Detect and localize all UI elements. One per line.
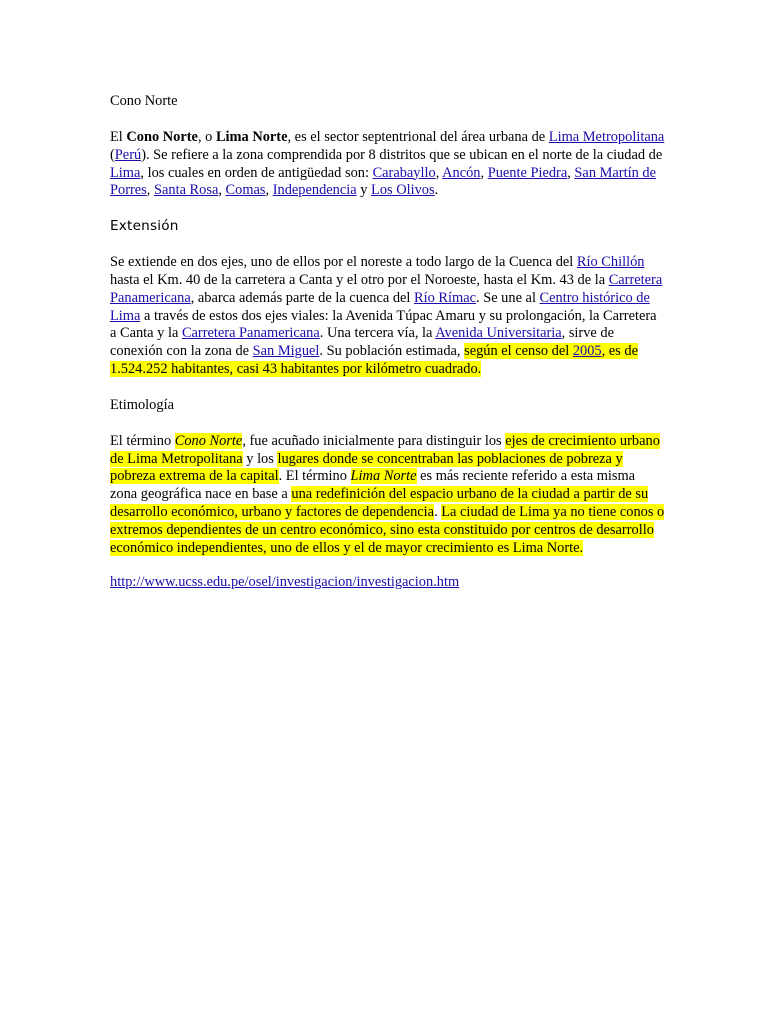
italic-highlighted-text: Lima Norte — [350, 468, 417, 485]
text: ( — [110, 146, 115, 163]
highlighted-text: lugares donde se concentraban las poblaciones de pobreza y pobreza extrema de la capital — [110, 450, 623, 485]
link-rio-rimac[interactable]: Río Rímac — [414, 289, 476, 306]
bold-text: Cono Norte — [126, 129, 198, 145]
link-san-martin-de-porres[interactable]: San Martín de Porres — [110, 164, 656, 199]
text: . Se une al — [476, 289, 540, 306]
heading-cono-norte: Cono Norte — [110, 93, 178, 109]
text: , — [146, 182, 154, 199]
text: . Una tercera vía, la — [319, 325, 436, 342]
link-lima-metropolitana[interactable]: Lima Metropolitana — [548, 129, 665, 145]
bold-text: Lima Norte — [215, 129, 288, 145]
document-body — [110, 92, 665, 592]
link-ancon[interactable]: Ancón — [442, 164, 481, 181]
link-san-miguel[interactable]: San Miguel — [252, 343, 320, 360]
text: . El término — [278, 468, 351, 485]
text: ). Se refiere a la zona comprendida por 8 distritos que se ubican en el norte de la ciudad de — [141, 146, 663, 163]
text: y — [356, 182, 372, 199]
highlighted-text: , es de 1.524.252 habitantes, casi 43 habitantes por kilómetro cuadrado. — [110, 343, 638, 377]
text: hasta el Km. 40 de la carretera a Canta y el otro por el Noroeste, hasta el Km. 43 de la — [110, 271, 609, 288]
text: Se extiende en dos ejes, uno de ellos por el noreste a todo largo de la Cuenca del — [110, 254, 577, 271]
text: , — [480, 164, 488, 181]
highlighted-text: La ciudad de Lima ya no tiene conos o extremos dependientes de un centro económico, sino esta constituido por centros de desarrollo económico independientes, uno de ellos y el de mayor crecimiento es Lima Norte. — [110, 503, 665, 556]
link-lima[interactable]: Lima — [110, 164, 141, 181]
paragraph-etimologia — [110, 433, 665, 558]
text: , sirve de conexión con la zona de — [110, 325, 614, 360]
link-los-olivos[interactable]: Los Olivos — [371, 182, 435, 199]
source-paragraph — [110, 574, 665, 592]
link-comas[interactable]: Comas — [225, 182, 266, 199]
link-puente-piedra[interactable]: Puente Piedra — [487, 164, 568, 181]
link-carretera-panamericana[interactable]: Carretera Panamericana — [181, 325, 320, 342]
highlighted-text: ejes de crecimiento urbano de Lima Metropolitana — [110, 432, 660, 467]
link-carretera-panamericana[interactable]: Carretera Panamericana — [110, 271, 663, 306]
text: , fue acuñado inicialmente para distinguir los — [242, 432, 506, 449]
text: , — [435, 164, 443, 181]
link-santa-rosa[interactable]: Santa Rosa — [153, 182, 219, 199]
link-independencia[interactable]: Independencia — [272, 182, 357, 199]
text: , — [218, 182, 226, 199]
link-peru[interactable]: Perú — [114, 146, 142, 163]
text: es más reciente referido a esta misma zona geográfica nace en base a — [110, 468, 636, 503]
text: , — [567, 164, 575, 181]
highlighted-text: según el censo del — [464, 343, 573, 360]
italic-highlighted-text: Cono Norte — [174, 432, 243, 449]
text: , es el sector septentrional del área urbana de — [287, 129, 549, 145]
highlighted-text: una redefinición del espacio urbano de la ciudad a partir de su desarrollo económico, urbano y factores de dependencia — [110, 486, 649, 520]
link-source-url[interactable]: http://www.ucss.edu.pe/osel/investigacion/investigacion.htm — [110, 574, 460, 591]
text: . — [434, 503, 442, 520]
heading-etimologia: Etimología — [110, 396, 174, 413]
link-carabayllo[interactable]: Carabayllo — [372, 164, 436, 181]
heading-extension: Extensión — [110, 218, 179, 235]
link-rio-chillon[interactable]: Río Chillón — [576, 254, 645, 271]
text: , abarca además parte de la cuenca del — [190, 289, 415, 306]
paragraph-cono-norte — [110, 129, 665, 200]
text: , — [265, 182, 273, 199]
text: . — [434, 182, 439, 199]
text: . Su población estimada, — [319, 343, 465, 360]
text: y los — [242, 450, 278, 467]
link-avenida-universitaria[interactable]: Avenida Universitaria — [435, 325, 562, 342]
text: El — [110, 129, 127, 145]
paragraph-extension — [110, 254, 665, 379]
text: El término — [110, 432, 175, 449]
text: a través de estos dos ejes viales: la Avenida Túpac Amaru y su prolongación, la Carretera a Canta y la — [110, 307, 657, 342]
link-2005[interactable]: 2005 — [572, 343, 602, 360]
link-centro-historico-de-lima[interactable]: Centro histórico de Lima — [110, 289, 650, 324]
text: , los cuales en orden de antigüedad son: — [140, 164, 373, 181]
text: , o — [197, 129, 216, 145]
